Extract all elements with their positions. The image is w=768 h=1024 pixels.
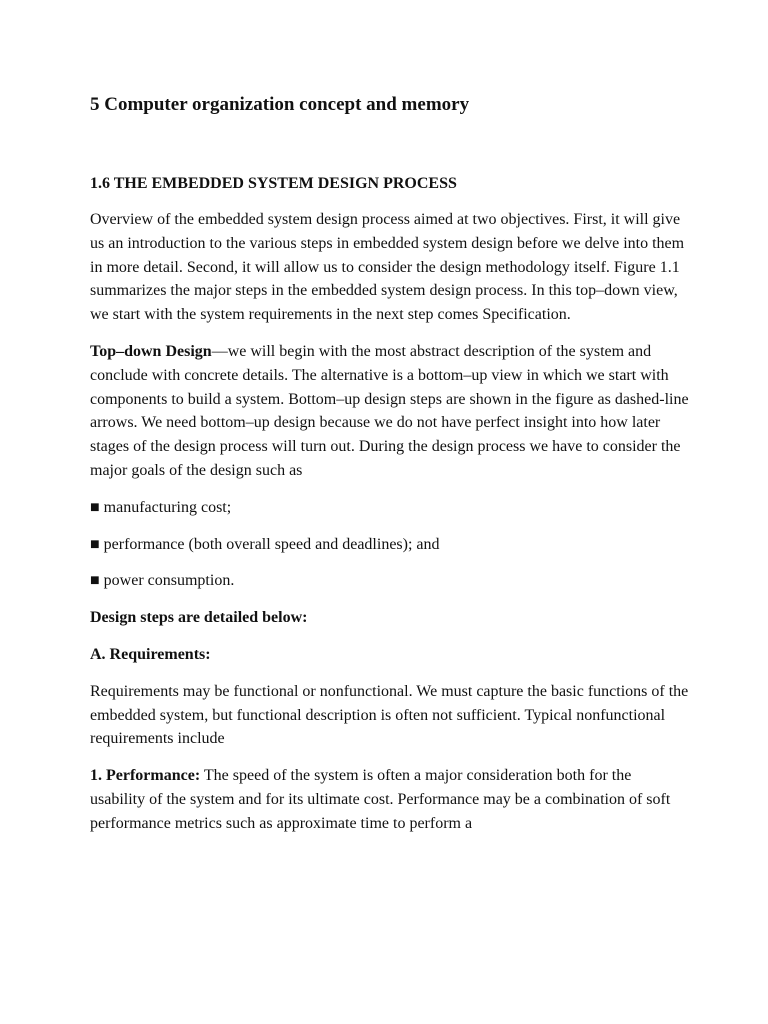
performance-term: 1. Performance: [90, 767, 201, 785]
document-title: 5 Computer organization concept and memory [90, 94, 470, 115]
goal-item-performance: ■ performance (both overall speed and deadlines); and [90, 535, 440, 553]
goal-item-power: ■ power consumption. [90, 572, 235, 590]
document-body [90, 208, 690, 849]
performance-paragraph [90, 764, 690, 835]
requirements-heading [90, 643, 690, 667]
requirements-paragraph: Requirements may be functional or nonfunctional. We must capture the basic functions of the embedded system, but functional description is often not sufficient. Typical nonfunctional requirements include [90, 682, 689, 748]
intro-paragraph: Overview of the embedded system design process aimed at two objectives. First, it will give us an introduction to the various steps in embedded system design before we delve into them in more detail. Second, it will allow us to consider the design methodology itself. Figure 1.1 summarizes the major steps in the embedded system design process. In this top–down view, we start with the system requirements in the next step comes Specification. [90, 211, 685, 324]
requirements-heading-text: A. Requirements: [90, 645, 211, 663]
steps-heading [90, 606, 690, 630]
steps-heading-text: Design steps are detailed below: [90, 609, 308, 627]
section-heading: 1.6 THE EMBEDDED SYSTEM DESIGN PROCESS [90, 175, 457, 192]
topdown-term: Top–down Design [90, 342, 212, 360]
performance-text: The speed of the system is often a major consideration both for the usability of the system and for its ultimate cost. Performance may be a combination of soft performance metrics such as approximate time to perform a [90, 767, 671, 832]
topdown-paragraph [90, 340, 690, 483]
goal-item-manufacturing: ■ manufacturing cost; [90, 498, 232, 516]
topdown-text: —we will begin with the most abstract description of the system and conclude with concrete details. The alternative is a bottom–up view in which we start with components to build a system. Bottom–up design steps are shown in the figure as dashed-line arrows. We need bottom–up design because we do not have perfect insight into how later stages of the design process will turn out. During the design process we have to consider the major goals of the design such as [90, 342, 689, 479]
